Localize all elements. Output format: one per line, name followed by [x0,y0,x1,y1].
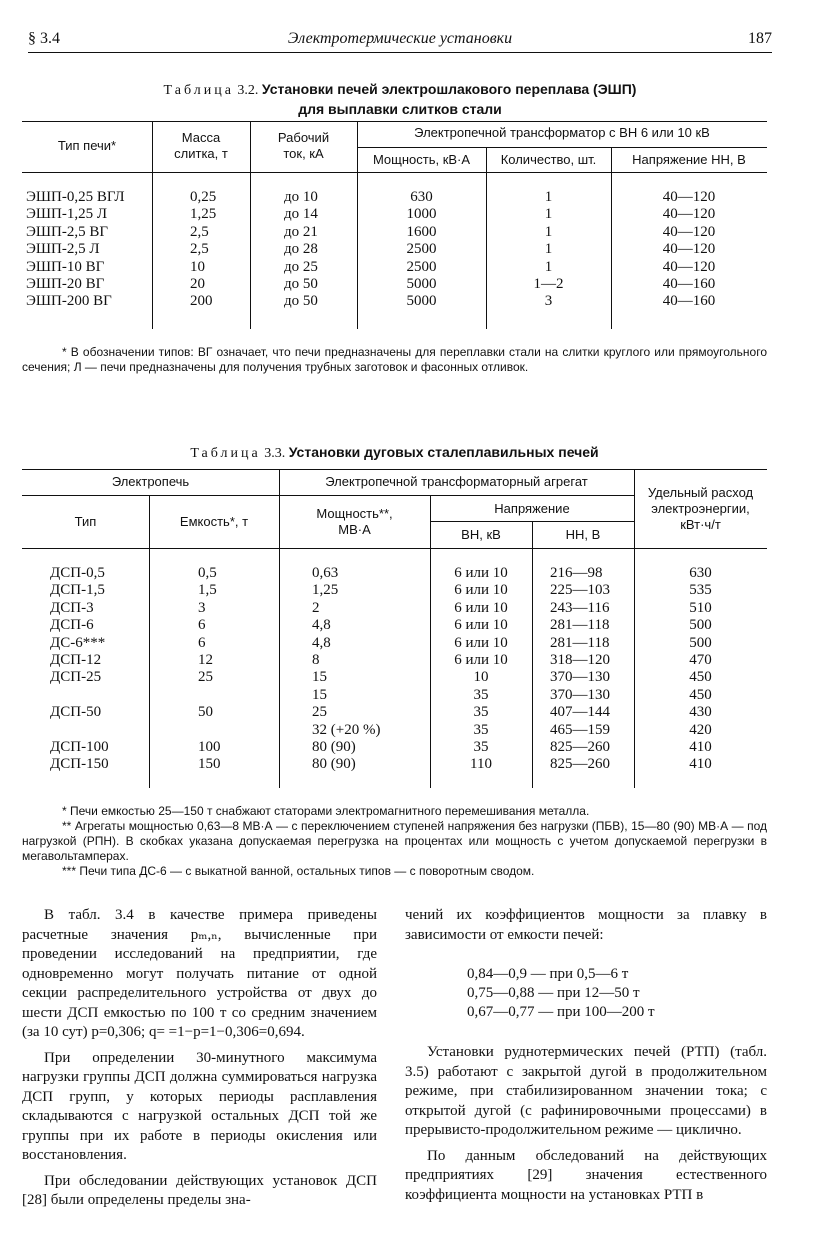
cell: 15 [312,686,327,703]
cell: до 21 [284,223,318,240]
column-lv [550,565,634,774]
cell: 40—120 [662,223,716,240]
col-header-type: Тип печи* [57,138,117,153]
cell: 370—130 [550,669,610,686]
cell: 6 или 10 [454,634,508,651]
cell: 1—2 [533,275,564,292]
cell: 6 или 10 [454,565,508,581]
cell: 420 [689,721,712,738]
col-header-voltage: Напряжение [494,501,570,516]
cell: 0,75—0,88 — при 12—50 т [467,985,640,1001]
caption-number: 3.3. [264,446,286,461]
column-type [50,565,149,774]
cell: 825—260 [550,756,610,773]
cell: до 50 [284,293,318,310]
cell: 35 [473,721,489,738]
right-column-cont [405,1043,767,1211]
cell: 216—98 [550,565,603,581]
cell: 6 или 10 [454,582,508,599]
col-header-capacity: Емкость*, т [179,514,249,529]
cell: ЭШП-2,5 Л [26,241,100,258]
cell: до 50 [284,275,318,292]
cell: 281—118 [550,617,610,634]
col-header-power: Мощность**, МВ·А [316,506,393,537]
page-number: 187 [748,30,772,47]
caption-label: Таблица [190,446,261,461]
cell: ЭШП-1,25 Л [26,206,108,223]
cell: 35 [473,704,489,721]
cell: 200 [190,293,213,310]
cell: 8 [312,651,320,668]
cell: 2 [312,599,320,616]
col-header-lv: НН, В [565,527,601,542]
cell: 2,5 [190,223,209,240]
cell: 6 или 10 [454,599,508,616]
cell: 12 [198,651,213,668]
cell: 500 [689,634,712,651]
column-specific [634,565,767,774]
cell: 1 [544,206,553,223]
caption-title-line2: для выплавки слитков стали [298,101,502,117]
cell: 1600 [406,223,437,240]
table-3-2-footnote: * В обозначении типов: ВГ означает, что печи предназначены для переплавки стали на слитки круглого или прямоугольного сечения; Л — печи предназначены для получения трубных заготовок и фасонных отливок. [22,345,767,374]
cell: 5000 [406,275,437,292]
cell: 510 [689,599,712,616]
cell: 0,25 [190,189,217,205]
col-header-transformer: Электропечной трансформатор с ВН 6 или 10 кВ [414,125,710,140]
footnote-3: *** Печи типа ДС-6 — с выкатной ванной, остальных типов — с поворотным сводом. [62,864,535,878]
cell: 450 [689,686,712,703]
cell: 0,5 [198,565,217,581]
cell: 243—116 [550,599,610,616]
power-factor-ranges [467,965,655,1022]
cell: 281—118 [550,634,610,651]
cell: 100 [198,738,221,755]
cell: ЭШП-10 ВГ [26,258,105,275]
cell: 20 [190,275,205,292]
cell: до 14 [284,206,318,223]
cell: 370—130 [550,686,610,703]
cell: ДСП-6 [50,617,94,634]
footnote-1: * Печи емкостью 25—150 т снабжают статорами электромагнитного перемешивания металла. [62,804,590,818]
cell: 15 [312,669,327,686]
cell: 2,5 [190,241,209,258]
cell: 80 (90) [312,738,356,755]
cell: до 28 [284,241,318,258]
cell: 2500 [406,258,437,275]
cell: 407—144 [550,704,610,721]
cell: ЭШП-2,5 ВГ [26,223,109,240]
paragraph: При обследовании действующих установок ДСП [28] были определены пределы зна- [22,1172,377,1208]
cell: 10 [190,258,205,275]
cell: 318—120 [550,651,610,668]
column-hv [430,565,532,774]
column-capacity [198,565,268,774]
col-header-furnace: Электропечь [111,474,190,489]
col-header-count: Количество, шт. [500,152,597,167]
cell: 32 (+20 %) [312,721,381,738]
cell: 40—120 [662,206,716,223]
cell: 630 [689,565,712,581]
col-header-hv: ВН, кВ [461,527,501,542]
section-number: § 3.4 [28,30,60,47]
cell: 110 [470,756,492,773]
caption-title-line1: Установки печей электрошлакового переплава (ЭШП) [261,81,637,97]
cell: 50 [198,704,213,721]
cell: 40—120 [662,189,716,205]
cell: ЭШП-20 ВГ [26,275,105,292]
cell: 4,8 [312,617,331,634]
cell: 25 [312,704,327,721]
right-column [405,906,767,951]
cell: 1,5 [198,582,217,599]
cell [50,687,149,704]
cell: 6 или 10 [454,651,508,668]
footnote-2: ** Агрегаты мощностью 0,63—8 МВ·А — с переключением ступеней напряжения без нагрузки (ПБВ), 15—80 (90) МВ·А — под нагрузкой (РПН). В скобках указана допускаемая перегрузка на процентах или мощность с учетом допускаемой перегрузки в мегавольтамперах. [22,819,767,863]
cell: 40—120 [662,241,716,258]
column-power [312,565,430,774]
col-header-specific: Удельный расход электроэнергии, кВт·ч/т [647,485,754,532]
cell: 35 [473,686,489,703]
col-header-mass: Масса слитка, т [174,130,228,161]
cell: 470 [689,651,712,668]
cell [50,722,149,739]
left-column [22,906,377,1217]
cell: 40—120 [662,258,716,275]
caption-label: Таблица [163,83,234,98]
cell: 430 [689,704,712,721]
cell: 0,84—0,9 — при 0,5—6 т [467,966,629,982]
cell: до 25 [284,258,318,275]
cell: 6 [198,617,206,634]
paragraph: чений их коэффициентов мощности за плавку в зависимости от емкости печей: [405,907,767,943]
cell: 465—159 [550,721,610,738]
paragraph: Установки руднотермических печей (РТП) (табл. 3.5) работают с закрытой дугой в продолжительном режиме, при стабилизированном значении тока; с открытой дугой (с рафинировочными процессами) в прерывисто-продолжительном режиме — циклично. [405,1044,767,1138]
cell: 1000 [406,206,437,223]
col-header-current: Рабочий ток, кА [277,130,330,161]
cell: 6 или 10 [454,617,508,634]
caption-title: Установки дуговых сталеплавильных печей [288,444,599,460]
cell: 1 [544,223,553,240]
cell: ДСП-0,5 [50,565,105,581]
paragraph: По данным обследований на действующих предприятиях [29] значения естественного коэффициента мощности на установках РТП в [405,1147,767,1203]
cell: 0,63 [312,565,339,581]
paragraph: В табл. 3.4 в качестве примера приведены расчетные значения pₘ,ₙ, вычисленные при проведении исследований на предприятии, где одновременно могут получать питание от одной секции распределительного устройства от двух до шести ДСП емкостью по 100 т со средним значением (за 10 сут) p=0,306; q= =1−p=1−0,306=0,694. [22,907,377,1040]
col-header-aggregate: Электропечной трансформаторный агрегат [325,474,588,489]
cell: 3 [198,599,206,616]
cell: ДСП-1,5 [50,582,105,599]
table-3-3-footnotes [22,804,767,879]
cell: ДСП-50 [50,704,102,721]
cell: 5000 [406,293,437,310]
cell: 1,25 [190,206,217,223]
cell: 25 [198,669,213,686]
chapter-title: Электротермические установки [287,30,513,47]
cell: 535 [689,582,712,599]
cell: ДСП-12 [50,651,102,668]
cell: ДСП-25 [50,669,102,686]
cell: 410 [689,756,712,773]
cell: до 10 [284,189,318,205]
cell: 6 [198,634,206,651]
cell: 3 [544,293,553,310]
cell: ДСП-150 [50,756,109,773]
cell [198,687,268,704]
cell: 80 (90) [312,756,356,773]
cell [198,722,268,739]
cell: 410 [689,738,712,755]
cell: 1 [544,258,553,275]
cell: 1,25 [312,582,339,599]
cell: ДСП-100 [50,738,109,755]
cell: 40—160 [662,275,716,292]
cell: ЭШП-0,25 ВГЛ [26,189,125,205]
caption-number: 3.2. [237,83,259,98]
col-header-type: Тип [74,514,97,529]
cell: 40—160 [662,293,716,310]
cell: 450 [689,669,712,686]
cell: 225—103 [550,582,610,599]
cell: 1 [544,241,553,258]
cell: 2500 [406,241,437,258]
cell: 630 [410,189,433,205]
cell: 35 [473,738,489,755]
col-header-voltage: Напряжение НН, В [632,152,746,167]
cell: ЭШП-200 ВГ [26,293,112,310]
cell: 10 [473,669,489,686]
col-header-power: Мощность, кВ·А [372,152,471,167]
cell: 0,67—0,77 — при 100—200 т [467,1004,655,1020]
paragraph: При определении 30-минутного максимума нагрузки группы ДСП должна суммироваться нагрузка ДСП групп, у которых периоды расплавления складываются с нагрузкой остальных ДСП той же группы при их работе в периоды окисления или восстановления. [22,1049,377,1163]
cell: 150 [198,756,221,773]
cell: 500 [689,617,712,634]
cell: 1 [544,189,553,205]
cell: ДС-6*** [50,634,106,651]
cell: 825—260 [550,738,610,755]
cell: 4,8 [312,634,331,651]
cell: ДСП-3 [50,599,94,616]
